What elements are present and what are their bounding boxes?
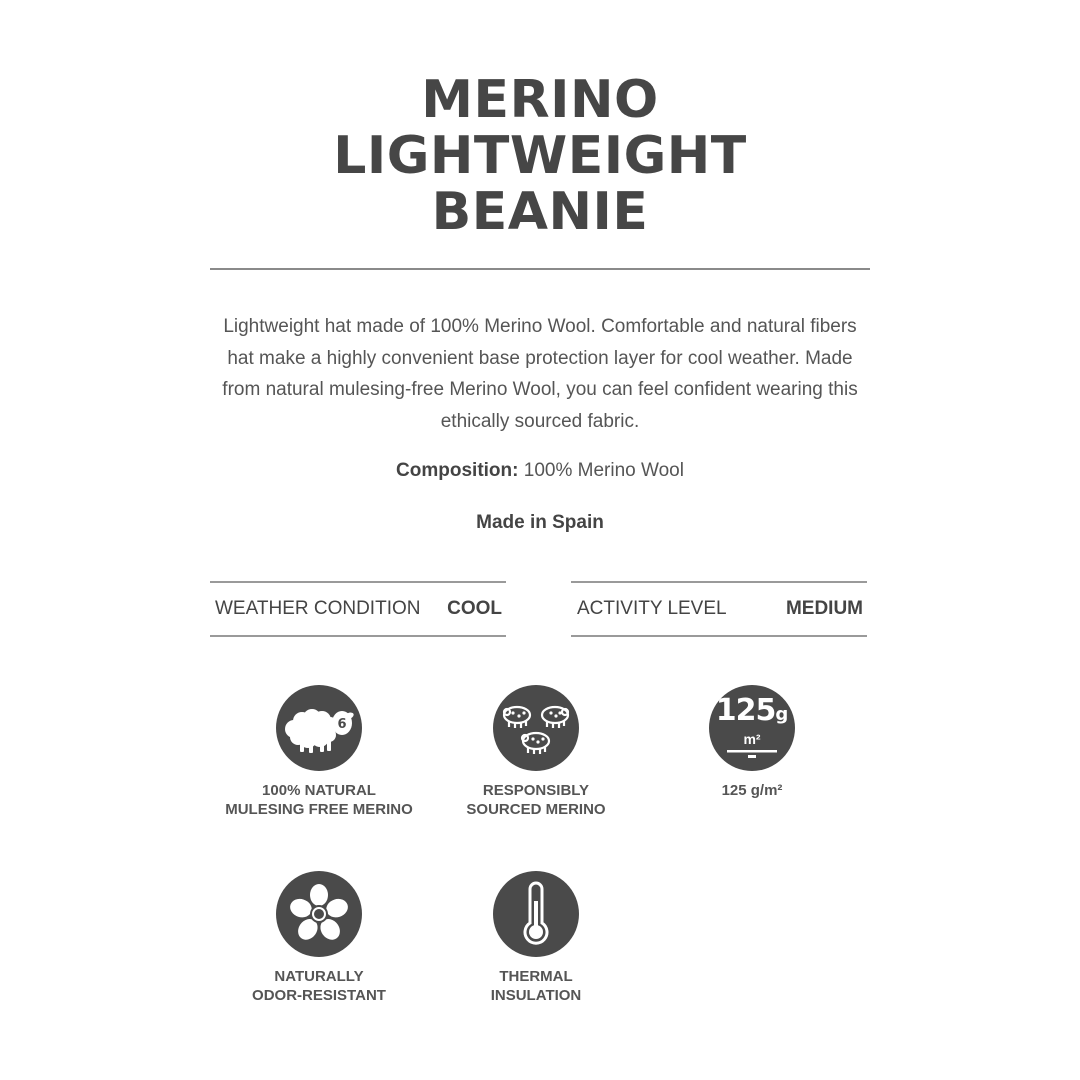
title-line-2: LIGHTWEIGHT: [333, 126, 747, 186]
feature-label: [426, 781, 646, 819]
composition-value: 100% Merino Wool: [523, 460, 684, 481]
product-description: Lightweight hat made of 100% Merino Wool. Comfortable and natural fibers hat make a highly convenient base protection layer for cool weather. Made from natural mulesing-free Merino Wool, you can feel confident wearing this ethically sourced fabric.: [222, 316, 858, 432]
composition-label: Composition:: [396, 460, 519, 481]
feature-responsibly-sourced: [426, 685, 646, 819]
feature-label-line: MULESING FREE MERINO: [225, 801, 413, 818]
feature-label-line: SOURCED MERINO: [466, 801, 606, 818]
composition: [0, 460, 1080, 482]
feature-fabric-weight: [642, 685, 862, 800]
page-title: [0, 72, 1080, 240]
weather-condition-label: WEATHER CONDITION: [215, 598, 421, 619]
feature-label: [642, 781, 862, 800]
three-sheep-icon: [493, 685, 579, 771]
feature-label-line: ODOR-RESISTANT: [252, 987, 386, 1004]
feature-label-line: 125 g/m²: [721, 782, 783, 799]
feature-label: [209, 781, 429, 819]
sheep-icon: [276, 685, 362, 771]
activity-level-spec: [571, 581, 867, 637]
feature-thermal-insulation: [426, 871, 646, 1005]
title-divider: [210, 268, 870, 270]
title-line-3: BEANIE: [431, 182, 649, 242]
feature-label: [209, 967, 429, 1005]
sheep-badge-number: 6: [337, 717, 347, 732]
feature-odor-resistant: [209, 871, 429, 1005]
feature-mulesing-free: [209, 685, 429, 819]
origin: Made in Spain: [476, 512, 604, 533]
weather-condition-value: COOL: [447, 598, 502, 619]
activity-level-label: ACTIVITY LEVEL: [577, 598, 727, 619]
feature-label-line: RESPONSIBLY: [482, 782, 590, 799]
flower-icon: [276, 871, 362, 957]
feature-label: [426, 967, 646, 1005]
feature-label-line: THERMAL: [499, 968, 573, 985]
fabric-weight-unit-g: g: [775, 704, 789, 725]
fabric-weight-area-unit: m²: [743, 731, 761, 747]
weather-condition-spec: [210, 581, 506, 637]
thermometer-icon: [493, 871, 579, 957]
fabric-weight-value: 125: [715, 693, 776, 728]
title-line-1: MERINO: [421, 70, 659, 130]
feature-label-line: 100% NATURAL: [262, 782, 376, 799]
fabric-weight-icon: [709, 685, 795, 771]
feature-label-line: NATURALLY: [274, 968, 364, 985]
feature-label-line: INSULATION: [490, 987, 582, 1004]
activity-level-value: MEDIUM: [785, 598, 863, 619]
